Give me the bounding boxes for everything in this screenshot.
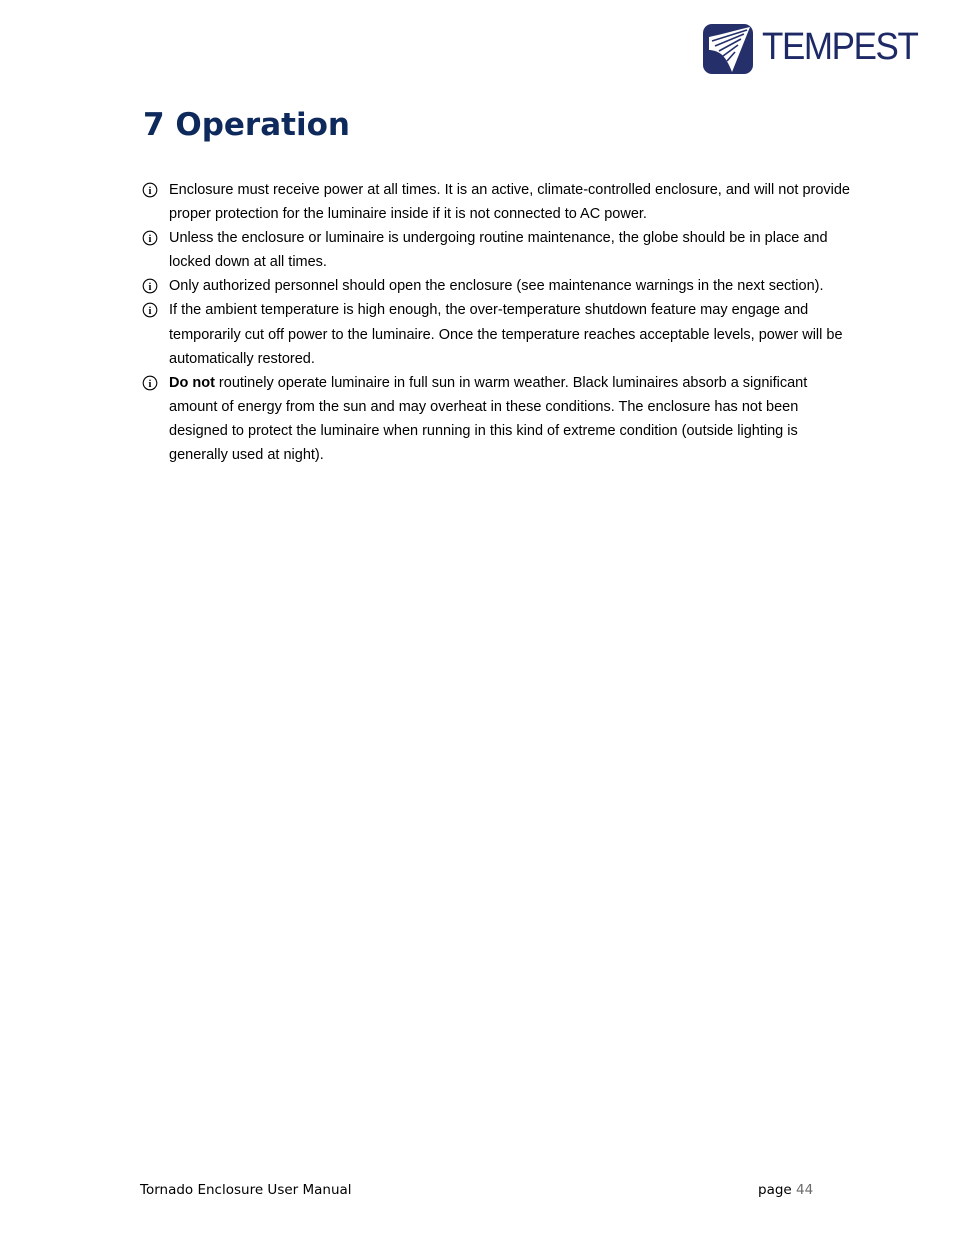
note-text: Unless the enclosure or luminaire is undergoing routine maintenance, the globe should be in place and locked down at all times.: [169, 230, 828, 271]
svg-text:i: i: [148, 186, 152, 197]
list-item: [141, 371, 856, 467]
footer-manual-title: Tornado Enclosure User Manual: [140, 1182, 352, 1198]
section-heading: 7 Operation: [143, 107, 350, 143]
page-label: page: [758, 1182, 792, 1198]
list-item: [141, 298, 856, 370]
note-text: Enclosure must receive power at all times. It is an active, climate-controlled enclosure, and will not provide proper protection for the luminaire inside if it is not connected to AC power.: [169, 182, 850, 223]
list-item: [141, 178, 856, 226]
list-item: [141, 274, 856, 298]
info-icon: [142, 182, 158, 198]
svg-text:i: i: [148, 306, 152, 318]
note-text: If the ambient temperature is high enough, the over-temperature shutdown feature may engage and temporarily cut off power to the luminaire. Once the temperature reaches acceptable levels, power will be automatically restored.: [169, 302, 843, 367]
list-item: [141, 226, 856, 274]
svg-text:i: i: [148, 234, 152, 246]
note-text: Only authorized personnel should open the enclosure (see maintenance warnings in the next section).: [169, 278, 824, 295]
info-icon: [142, 230, 158, 246]
page-number: 44: [796, 1182, 814, 1198]
svg-text:i: i: [148, 282, 152, 294]
logo-wordmark: TEMPEST: [762, 26, 918, 68]
tempest-logo: [703, 23, 918, 75]
note-text: routinely operate luminaire in full sun in warm weather. Black luminaires absorb a significant amount of energy from the sun and may overheat in these conditions. The enclosure has not been designed to protect the luminaire when running in this kind of extreme condition (outside lighting is generally used at night).: [169, 374, 808, 464]
svg-text:i: i: [148, 378, 152, 390]
info-icon: [142, 278, 158, 294]
footer-page-number: [758, 1181, 813, 1199]
tempest-logo-mark-icon: [703, 24, 753, 74]
note-bold-text: Do not: [169, 374, 215, 391]
operation-notes-list: [141, 178, 856, 467]
info-icon: [142, 302, 158, 318]
info-icon: [142, 375, 158, 391]
